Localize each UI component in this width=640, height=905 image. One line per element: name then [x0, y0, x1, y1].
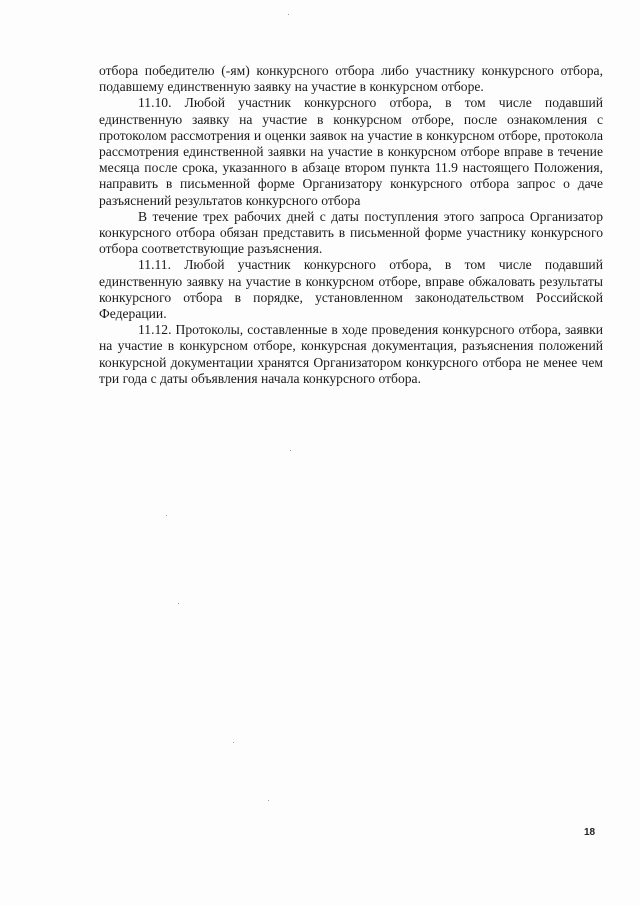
- scan-speck: [268, 800, 269, 801]
- scan-speck: [166, 515, 167, 516]
- scan-speck: [233, 742, 234, 743]
- paragraph-11-11: 11.11. Любой участник конкурсного отбора, в том числе подавший единственную заявку на участие в конкурсном отборе, вправе обжаловать результаты конкурсного отбора в порядке, установленном законодательством Российской Федерации.: [99, 257, 603, 322]
- page-number: 18: [584, 827, 596, 838]
- document-body: [99, 63, 603, 387]
- scan-speck: [288, 14, 289, 15]
- scan-speck: [290, 450, 291, 451]
- paragraph-response-deadline: В течение трех рабочих дней с даты поступления этого запроса Организатор конкурсного отбора обязан представить в письменной форме участнику конкурсного отбора соответствующие разъяснения.: [99, 208, 603, 257]
- paragraph-continuation: отбора победителю (-ям) конкурсного отбора либо участнику конкурсного отбора, подавшему единственную заявку на участие в конкурсном отборе.: [99, 63, 603, 95]
- paragraph-11-12: 11.12. Протоколы, составленные в ходе проведения конкурсного отбора, заявки на участие в конкурсном отборе, конкурсная документация, разъяснения положений конкурсной документации хранятся Организатором конкурсного отбора не менее чем три года с даты объявления начала конкурсного отбора.: [99, 322, 603, 386]
- scan-speck: [178, 603, 179, 604]
- paragraph-11-10: 11.10. Любой участник конкурсного отбора, в том числе подавший единственную заявку на участие в конкурсном отборе, после ознакомления с протоколом рассмотрения и оценки заявок на участие в конкурсном отборе, протокола рассмотрения единственной заявки на участие в конкурсном отборе вправе в течение месяца после срока, указанного в абзаце втором пункта 11.9 настоящего Положения, направить в письменной форме Организатору конкурсного отбора запрос о даче разъяснений результатов конкурсного отбора: [99, 95, 603, 208]
